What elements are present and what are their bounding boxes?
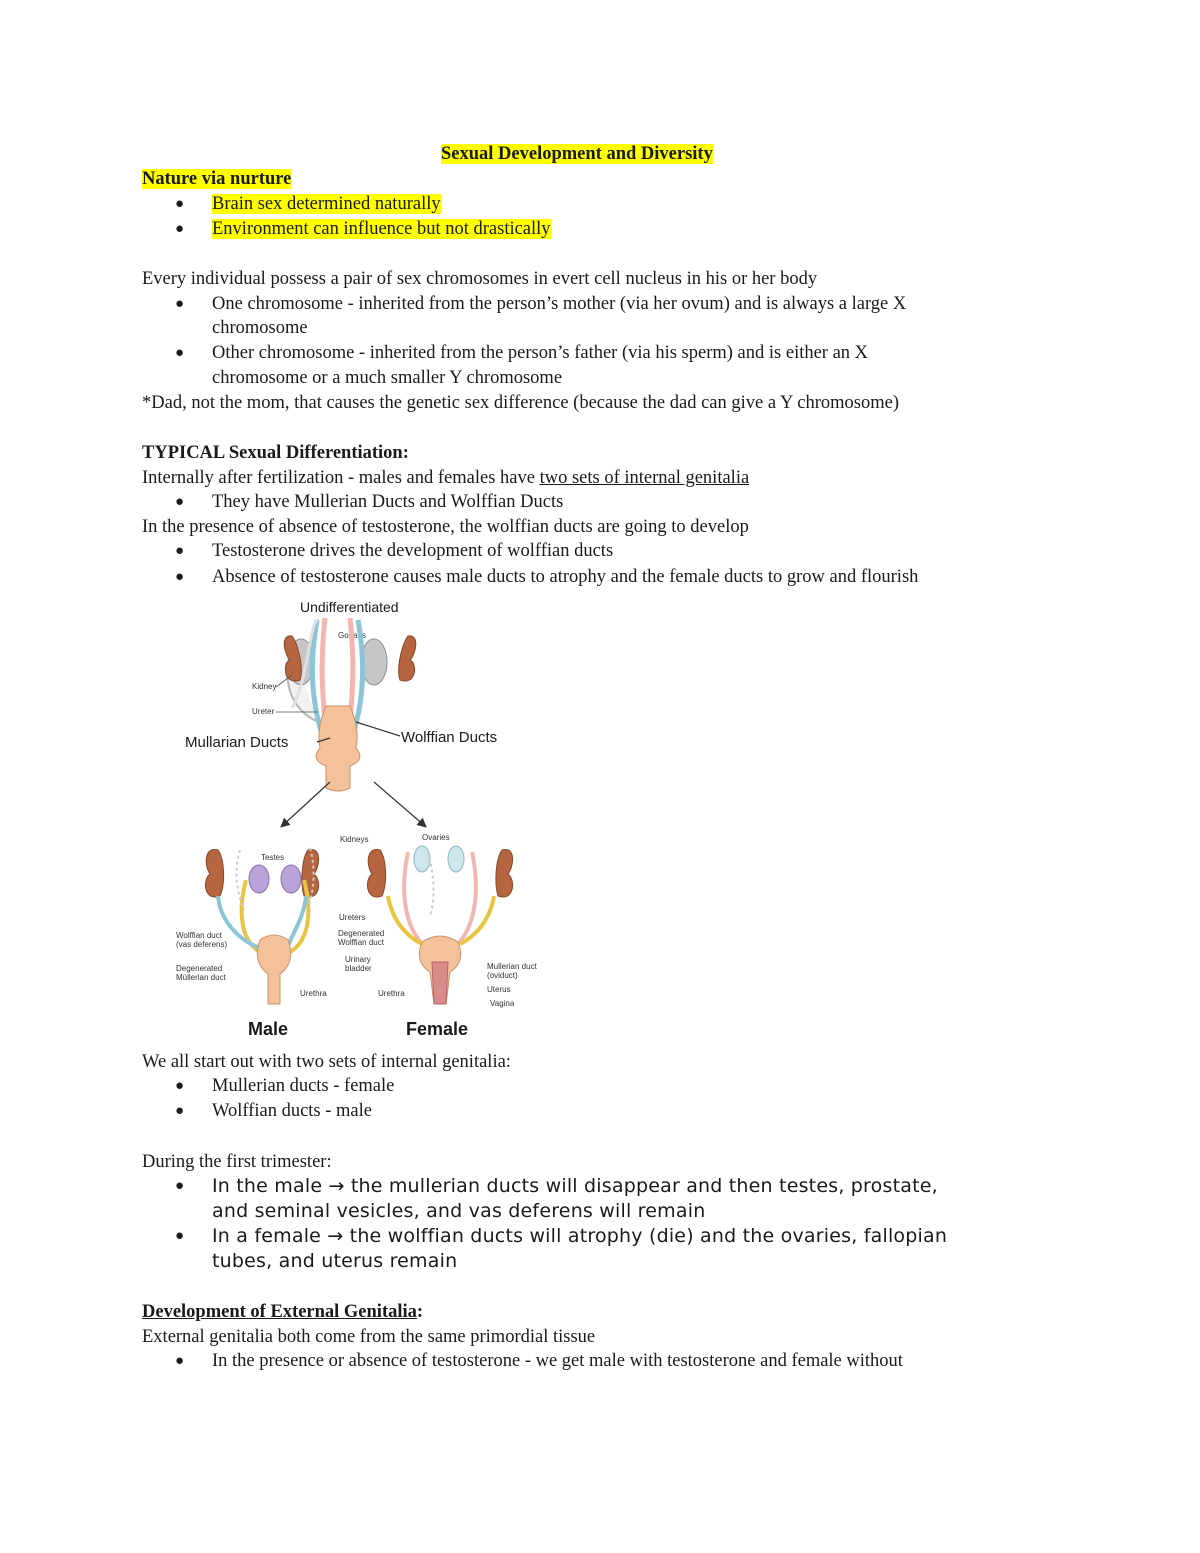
bullet-icon: ● (175, 1353, 185, 1369)
mullerian-duct-label: Müllerian duct (176, 973, 226, 982)
bullet-icon: ● (175, 196, 185, 212)
bladder-label: bladder (345, 964, 372, 973)
vagina-label: Vagina (490, 999, 515, 1008)
external-bullet: In the presence or absence of testosterone - we get male with testosterone and female without (212, 1351, 903, 1371)
wolffian-pointer (356, 722, 400, 736)
bullet-icon: ● (175, 345, 185, 361)
chromosome-bullet-1-line1: One chromosome - inherited from the person’s mother (via her ovum) and is always a large X (212, 294, 907, 314)
bullet-icon: ● (175, 221, 185, 237)
urethra-label: Urethra (300, 989, 327, 998)
kidney-shape (496, 849, 513, 897)
bullet-icon: ● (175, 569, 185, 585)
start-bullet-2: Wolffian ducts - male (212, 1101, 372, 1121)
uterus-label: Uterus (487, 985, 511, 994)
testis-shape (249, 865, 269, 893)
bullet-icon: ● (175, 543, 185, 559)
typical-line-1: Internally after fertilization - males and females have two sets of internal genitalia (142, 468, 750, 488)
arrow-to-male-icon (282, 782, 330, 826)
kidney-label: Kidney (252, 682, 277, 691)
uterus-shape (432, 962, 448, 1004)
duct-differentiation-figure (160, 590, 560, 1050)
nature-bullet-2: Environment can influence but not drastically (212, 219, 551, 239)
center-labels (338, 913, 385, 973)
bullet-icon: ● (175, 1228, 185, 1244)
typical-bullet-2: Testosterone drives the development of wolffian ducts (212, 541, 614, 561)
female-diagram (367, 833, 537, 1039)
dad-note: *Dad, not the mom, that causes the genetic sex difference (because the dad can give a Y chromosome) (142, 393, 900, 413)
nature-bullet-1: Brain sex determined naturally (212, 194, 441, 214)
gonads-label: Gonads (338, 631, 367, 640)
trimester-intro: During the first trimester: (142, 1152, 332, 1172)
ureters-label: Ureters (339, 913, 366, 922)
urinary-label: Urinary (345, 955, 371, 964)
degenerated-label: Degenerated (176, 964, 223, 973)
typical-line-2: In the presence of absence of testosterone, the wolffian ducts are going to develop (142, 517, 749, 537)
start-bullet-1: Mullerian ducts - female (212, 1076, 395, 1096)
trimester-bullet-1-line2: and seminal vesicles, and vas deferens will remain (212, 1200, 706, 1222)
testes-label: Testes (261, 853, 285, 862)
trimester-bullet-2-line1: In a female → the wolffian ducts will atrophy (die) and the ovaries, fallopian (212, 1225, 948, 1247)
wolffian-duct-label: Wolffian duct (176, 931, 222, 940)
nature-heading: Nature via nurture (142, 169, 292, 189)
bullet-icon: ● (175, 1103, 185, 1119)
arrow-to-female-icon (374, 782, 425, 826)
gonad-right-shape (361, 639, 387, 685)
start-intro: We all start out with two sets of internal genitalia: (142, 1052, 511, 1072)
bladder-shape (257, 935, 290, 1004)
undifferentiated-diagram (185, 599, 497, 791)
trimester-bullet-2-line2: tubes, and uterus remain (212, 1250, 458, 1272)
testis-shape (281, 865, 301, 893)
urethra-label: Urethra (378, 989, 405, 998)
female-label: Female (406, 1019, 469, 1039)
ovary-shape (414, 846, 430, 872)
bullet-icon: ● (175, 1078, 185, 1094)
typical-heading: TYPICAL Sexual Differentiation: (142, 443, 409, 463)
wolffian-ducts-label: Wolffian Ducts (401, 729, 498, 746)
ovaries-label: Ovaries (422, 833, 450, 842)
mullerian-duct-label: Mullerian duct (487, 962, 537, 971)
kidney-right-shape (399, 636, 416, 681)
external-intro: External genitalia both come from the same primordial tissue (142, 1327, 596, 1347)
bullet-icon: ● (175, 296, 185, 312)
bladder-shape (316, 706, 360, 791)
chromosome-bullet-2-line2: chromosome or a much smaller Y chromosome (212, 368, 563, 388)
kidney-shape (205, 849, 223, 897)
oviduct-label: (oviduct) (487, 971, 518, 980)
bullet-icon: ● (175, 1178, 185, 1194)
ovary-shape (448, 846, 464, 872)
typical-bullet-3: Absence of testosterone causes male ducts to atrophy and the female ducts to grow and flourish (212, 567, 919, 587)
chromosome-bullet-2-line1: Other chromosome - inherited from the person’s father (via his sperm) and is either an X (212, 343, 869, 363)
typical-bullet-1: They have Mullerian Ducts and Wolffian Ducts (212, 492, 564, 512)
wolffian-duct-label: Wolffian duct (338, 938, 384, 947)
external-heading: Development of External Genitalia: (142, 1302, 424, 1322)
trimester-bullet-1-line1: In the male → the mullerian ducts will disappear and then testes, prostate, (212, 1175, 938, 1197)
kidneys-label: Kidneys (340, 835, 369, 844)
undifferentiated-label: Undifferentiated (300, 599, 399, 615)
ureter-label: Ureter (252, 707, 275, 716)
vas-deferens-label: (vas deferens) (176, 940, 228, 949)
degenerated-label: Degenerated (338, 929, 385, 938)
chromosome-intro: Every individual possess a pair of sex chromosomes in evert cell nucleus in his or her body (142, 269, 818, 289)
bullet-icon: ● (175, 494, 185, 510)
male-label: Male (248, 1019, 289, 1039)
document-title: Sexual Development and Diversity (441, 144, 713, 164)
chromosome-bullet-1-line2: chromosome (212, 318, 308, 338)
mullarian-ducts-label: Mullarian Ducts (185, 734, 289, 751)
kidney-shape (367, 849, 385, 897)
